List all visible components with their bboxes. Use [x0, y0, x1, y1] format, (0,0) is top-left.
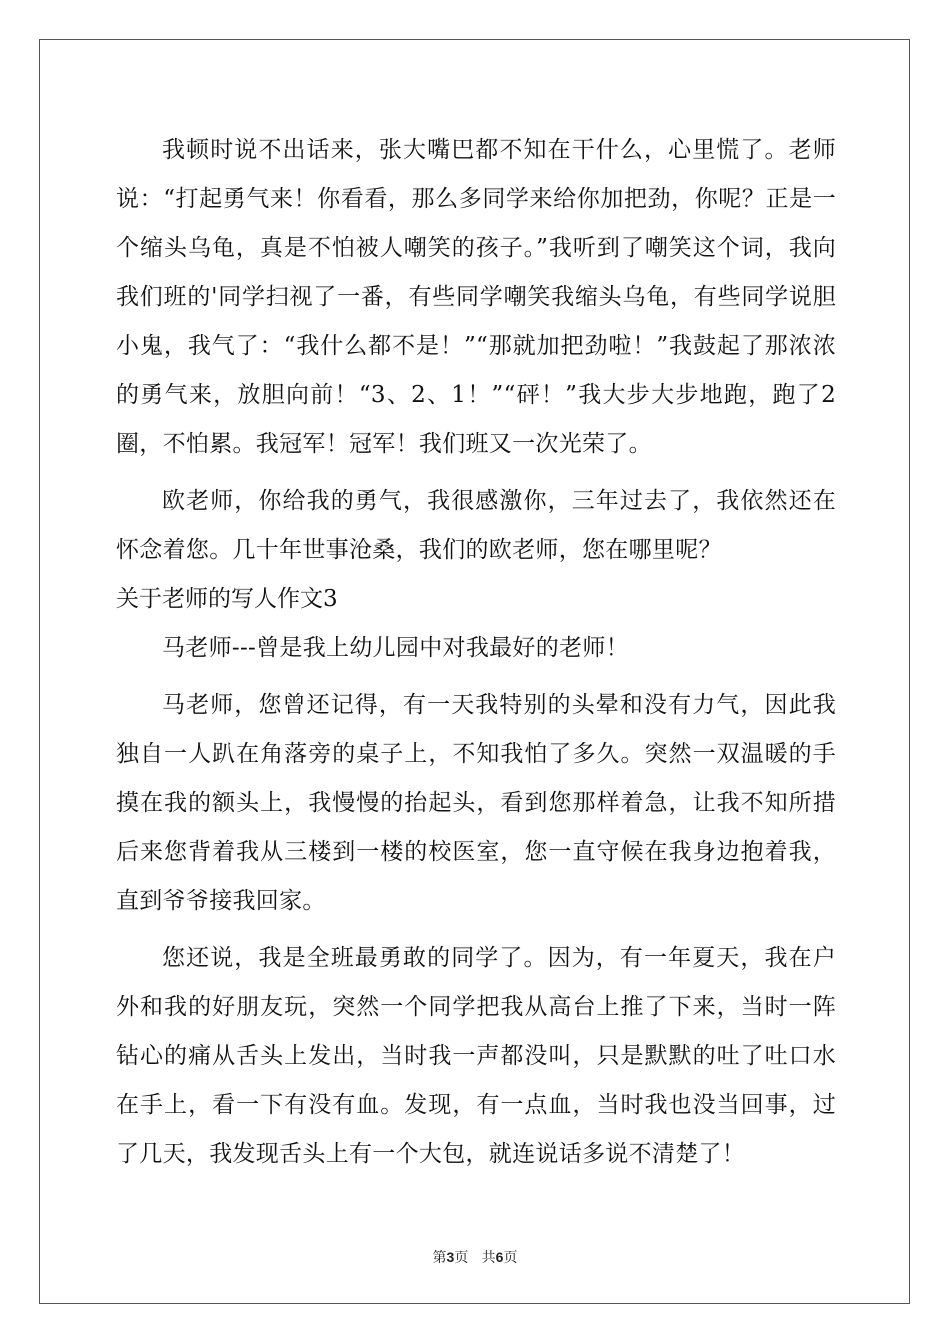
section-paragraph: 马老师---曾是我上幼儿园中对我最好的老师！ — [162, 635, 629, 661]
document-body — [116, 126, 836, 1179]
page-suffix: 页 — [454, 1250, 469, 1266]
section-paragraph: 马老师，您曾还记得，有一天我特别的头晕和没有力气，因此我独自一人趴在角落旁的桌子上，不知我怕了多久。突然一双温暖的手摸在我的额头上，我慢慢的抬起头，看到您那样着急，让我不知所措后来您背着我从三楼到一楼的校医室，您一直守候在我身边抱着我，直到爷爷接我回家。 — [116, 692, 836, 914]
section-title: 关于老师的写人作文3 — [116, 586, 338, 612]
page-footer — [0, 1247, 950, 1267]
paragraph-gap — [116, 673, 836, 681]
paragraph-gap — [116, 469, 836, 477]
total-suffix: 页 — [503, 1250, 518, 1266]
body-paragraph: 我顿时说不出话来，张大嘴巴都不知在干什么，心里慌了。老师说：“打起勇气来！你看看，那么多同学来给你加把劲，你呢？正是一个缩头乌龟，真是不怕被人嘲笑的孩子。”我听到了嘲笑这个词，我向我们班的'同学扫视了一番，有些同学嘲笑我缩头乌龟，有些同学说胆小鬼，我气了：“我什么都不是！”“那就加把劲啦！”我鼓起了那浓浓的勇气来，放胆向前！“3、2、1！”“砰！”我大步大步地跑，跑了2圈，不怕累。我冠军！冠军！我们班又一次光荣了。 — [116, 137, 836, 457]
section-paragraph: 您还说，我是全班最勇敢的同学了。因为，有一年夏天，我在户外和我的好朋友玩，突然一个同学把我从高台上推了下来，当时一阵钻心的痛从舌头上发出，当时我一声都没叫，只是默默的吐了吐口水在手上，看一下有没有血。发现，有一点血，当时我也没当回事，过了几天，我发现舌头上有一个大包，就连说话多说不清楚了！ — [116, 945, 836, 1167]
total-prefix: 共 — [481, 1250, 496, 1266]
page-current: 3 — [446, 1249, 455, 1265]
page-prefix: 第 — [432, 1250, 447, 1266]
page-total: 6 — [495, 1249, 504, 1265]
body-paragraph: 欧老师，你给我的勇气，我很感激你，三年过去了，我依然还在怀念着您。几十年世事沧桑，我们的欧老师，您在哪里呢？ — [116, 488, 836, 563]
paragraph-gap — [116, 926, 836, 934]
